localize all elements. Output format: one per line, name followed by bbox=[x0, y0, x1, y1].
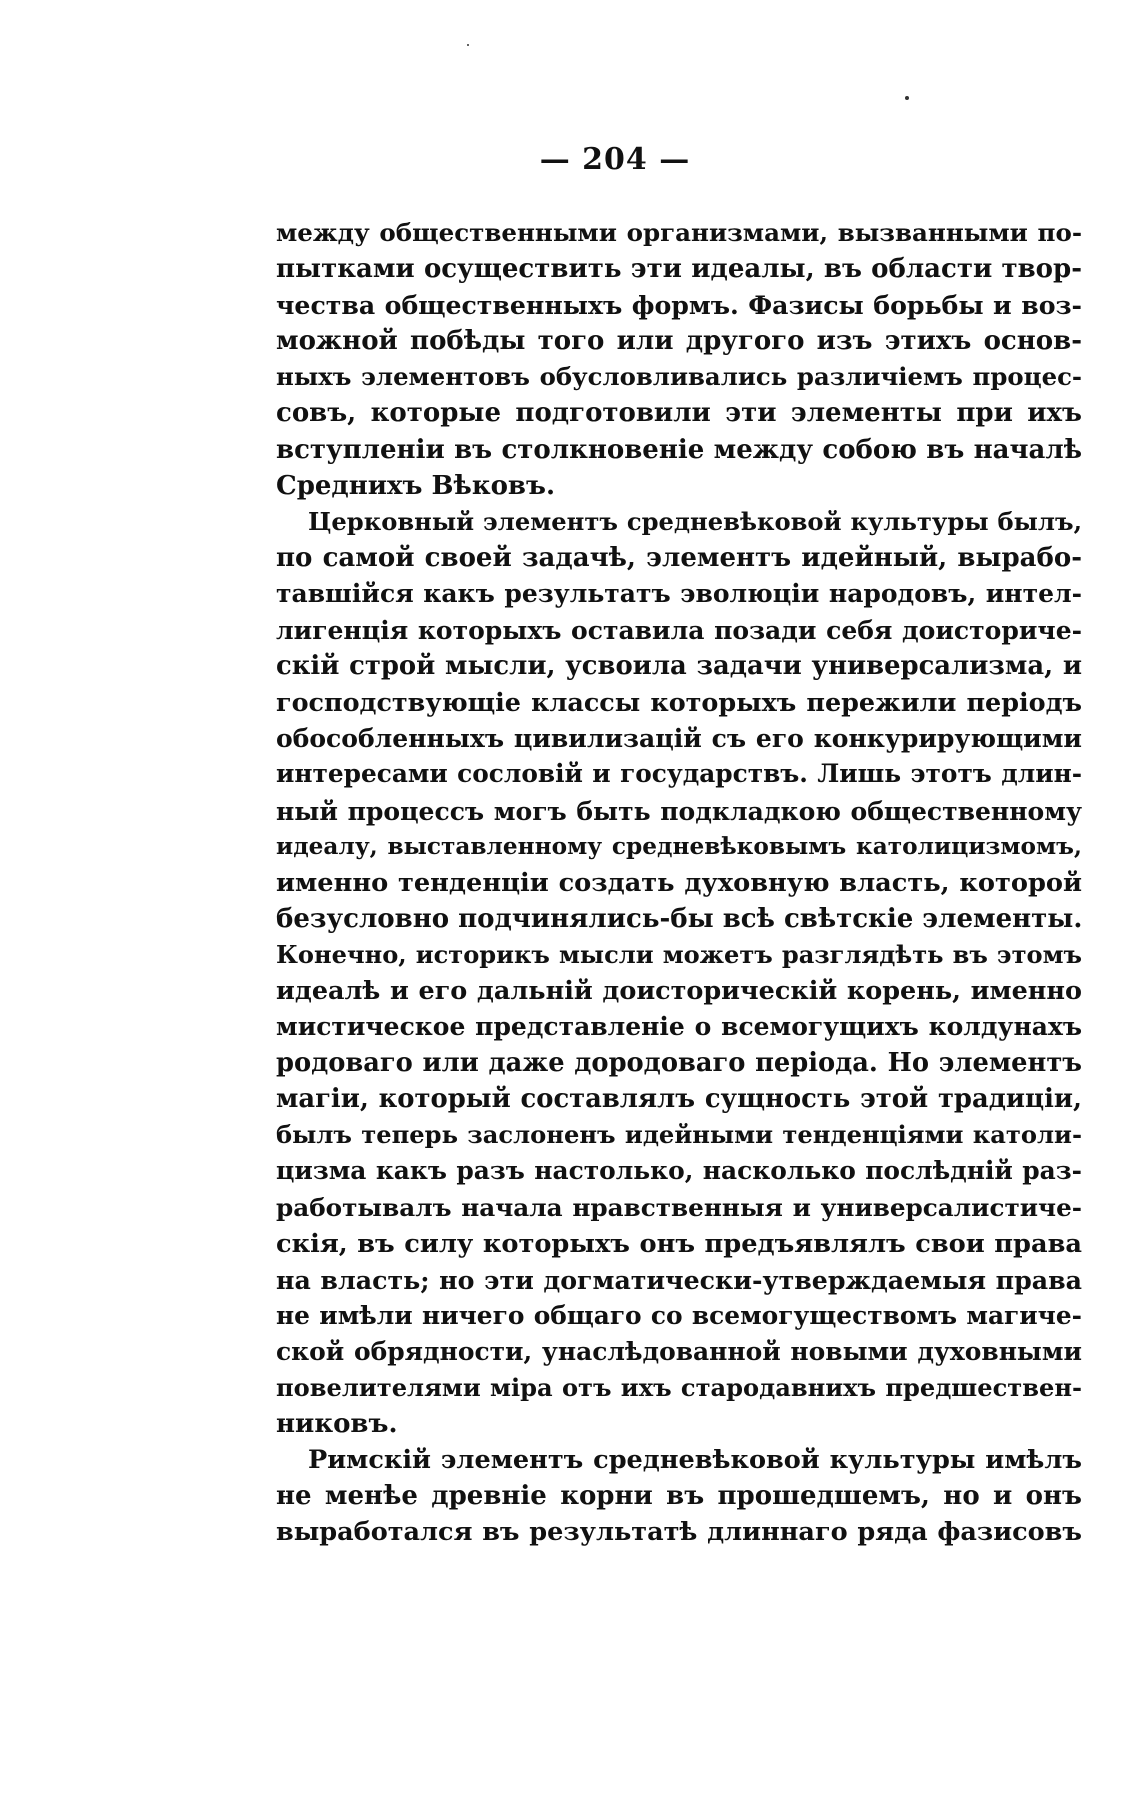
text-line: пытками осуществить эти идеалы, въ области твор- bbox=[276, 254, 1082, 285]
text-line: лигенція которыхъ оставила позади себя доисториче- bbox=[276, 615, 1082, 646]
paragraph-2 bbox=[276, 504, 1082, 1442]
body-text bbox=[276, 215, 1082, 1550]
paragraph-3 bbox=[276, 1442, 1082, 1550]
text-line: совъ, которые подготовили эти элементы при ихъ bbox=[276, 398, 1082, 429]
text-line: между общественными организмами, вызванными по- bbox=[276, 218, 1082, 247]
text-line: Конечно, историкъ мысли можетъ разглядѣть въ этомъ bbox=[276, 939, 1082, 969]
text-line: чества общественныхъ формъ. Фазисы борьбы и воз- bbox=[276, 290, 1082, 321]
text-line: выработался въ результатѣ длиннаго ряда фазисовъ bbox=[276, 1517, 1082, 1548]
page-number: — 204 — bbox=[539, 142, 691, 177]
text-line: Римскій элементъ средневѣковой культуры имѣлъ bbox=[308, 1445, 1082, 1476]
text-line: работывалъ начала нравственныя и универсалистиче- bbox=[276, 1192, 1082, 1222]
scan-speck bbox=[467, 44, 469, 46]
text-line: Среднихъ Вѣковъ. bbox=[276, 470, 555, 501]
text-line: идеалѣ и его дальній доисторическій корень, именно bbox=[276, 975, 1082, 1006]
text-line: идеалу, выставленному средневѣковымъ католицизмомъ, bbox=[276, 832, 1082, 860]
text-line: скій строй мысли, усвоила задачи универсализма, и bbox=[276, 651, 1082, 682]
text-line: скія, въ силу которыхъ онъ предъявлялъ свои права bbox=[276, 1228, 1082, 1259]
text-line: повелителями міра отъ ихъ стародавнихъ предшествен- bbox=[276, 1373, 1082, 1402]
text-line: безусловно подчинялись-бы всѣ свѣтскіе элементы. bbox=[276, 903, 1083, 934]
text-line: тавшійся какъ результатъ эволюціи народовъ, интел- bbox=[276, 578, 1082, 608]
text-line: по самой своей задачѣ, элементъ идейный, вырабо- bbox=[276, 542, 1082, 573]
text-line: родоваго или даже дородоваго періода. Но элементъ bbox=[276, 1048, 1082, 1079]
scan-speck bbox=[905, 96, 909, 100]
text-line: ской обрядности, унаслѣдованной новыми духовными bbox=[276, 1336, 1082, 1366]
text-line: именно тенденціи создать духовную власть, которой bbox=[276, 867, 1082, 898]
text-line: цизма какъ разъ настолько, насколько послѣдній раз- bbox=[276, 1156, 1082, 1186]
text-line: мистическое представленіе о всемогущихъ колдунахъ bbox=[276, 1012, 1082, 1042]
paragraph-1 bbox=[276, 215, 1082, 504]
text-line: Церковный элементъ средневѣковой культуры былъ, bbox=[308, 506, 1082, 536]
text-line: магіи, который составлялъ сущность этой традиціи, bbox=[276, 1084, 1082, 1115]
text-line: былъ теперь заслоненъ идейными тенденціями католи- bbox=[276, 1120, 1082, 1150]
text-line: на власть; но эти догматически-утверждаемыя права bbox=[276, 1264, 1082, 1295]
text-line: не имѣли ничего общаго со всемогуществомъ магиче- bbox=[276, 1300, 1082, 1330]
text-line: интересами сословій и государствъ. Лишь этотъ длин- bbox=[276, 759, 1082, 789]
text-line: можной побѣды того или другого изъ этихъ основ- bbox=[276, 326, 1082, 357]
text-line: обособленныхъ цивилизацій съ его конкурирующими bbox=[276, 723, 1082, 754]
text-line: никовъ. bbox=[276, 1409, 398, 1440]
text-line: господствующіе классы которыхъ пережили періодъ bbox=[276, 687, 1082, 718]
text-line: вступленіи въ столкновеніе между собою въ началѣ bbox=[276, 434, 1082, 465]
text-line: ный процессъ могъ быть подкладкою общественному bbox=[276, 795, 1082, 826]
text-line: ныхъ элементовъ обусловливались различіемъ процес- bbox=[276, 362, 1082, 392]
text-line: не менѣе древніе корни въ прошедшемъ, но и онъ bbox=[276, 1481, 1082, 1512]
